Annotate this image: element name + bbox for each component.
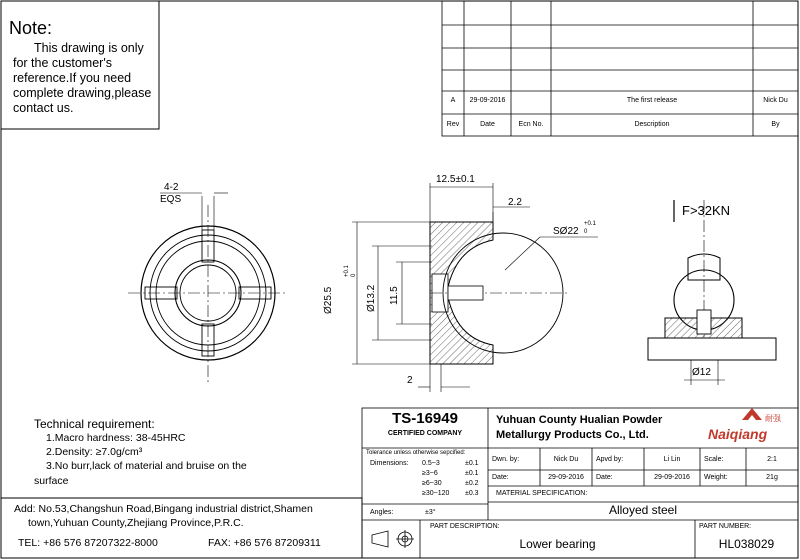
note-title: Note: — [9, 18, 53, 38]
assembly-view — [648, 200, 776, 385]
tech-item-1: 1.Macro hardness: 38-45HRC — [46, 432, 186, 444]
material-label: MATERIAL SPECIFICATION: — [496, 490, 588, 497]
dim-od-tol-lower: 0 — [351, 273, 357, 277]
tol-range-1: 0.5~3 — [422, 460, 440, 467]
apvd-label: Apvd by: — [596, 456, 624, 463]
tol-value-2: ±0.1 — [465, 470, 479, 477]
dim-sphere-tol-lower: 0 — [584, 229, 588, 235]
dim-bore-diameter: Ø13.2 — [366, 284, 377, 312]
scale-label: Scale: — [704, 456, 724, 463]
projection-symbol — [372, 530, 414, 548]
dim-slots-eqs: EQS — [160, 194, 182, 205]
logo-mark — [742, 408, 762, 420]
logo-text: Naiqiang — [708, 426, 768, 442]
tol-value-3: ±0.2 — [465, 480, 479, 487]
section-view — [430, 222, 570, 364]
dim-od-tol-upper: +0.1 — [344, 265, 350, 277]
date1-label: Date: — [492, 474, 509, 481]
material-value: Alloyed steel — [608, 503, 678, 517]
tol-range-4: ≥30~120 — [422, 490, 450, 497]
force-label: F>32KN — [682, 203, 731, 218]
tolerance-title: Tolerance unless otherwise sepcified: — [366, 450, 466, 456]
date1-value: 29-09-2016 — [548, 474, 584, 481]
rev-row-description: The first release — [626, 97, 678, 104]
dim-bottom: 2 — [407, 375, 413, 386]
dim-inner-width: 11.5 — [389, 286, 400, 305]
rev-header-by: By — [771, 121, 780, 128]
address-line-1: Add: No.53,Changshun Road,Bingang industrial district,Shamen — [14, 503, 313, 515]
address-line-2: town,Yuhuan County,Zhejiang Province,P.R.C. — [28, 517, 244, 529]
tech-item-3: 3.No burr,lack of material and bruise on the — [46, 460, 247, 472]
dim-outer-diameter: Ø25.5 — [323, 286, 334, 314]
rev-row-date: 29-09-2016 — [469, 97, 506, 104]
tech-title: Technical requirement: — [34, 417, 155, 431]
tech-item-2: 2.Density: ≥7.0g/cm³ — [46, 446, 143, 458]
logo-cn: 耐强 — [765, 414, 781, 423]
part-desc-value: Lower bearing — [519, 537, 596, 551]
note-line-5: contact us. — [13, 101, 74, 115]
rev-header-description: Description — [634, 121, 670, 128]
scale-value: 2:1 — [767, 456, 777, 463]
company-line-2: Metallurgy Products Co., Ltd. — [496, 429, 649, 441]
front-view — [128, 193, 288, 385]
note-line-4: complete drawing,please — [13, 86, 152, 100]
date2-label: Date: — [596, 474, 613, 481]
rev-header-ecn: Ecn No. — [518, 121, 544, 128]
dwn-value: Nick Du — [553, 456, 579, 463]
weight-label: Weight: — [704, 474, 728, 481]
revision-table-grid — [442, 1, 798, 136]
angles-value: ±3° — [425, 509, 436, 516]
note-line-1: This drawing is only — [34, 41, 144, 55]
tol-value-1: ±0.1 — [465, 460, 479, 467]
dim-sphere-tol-upper: +0.1 — [584, 221, 596, 227]
cert-sub: CERTIFIED COMPANY — [387, 430, 463, 437]
tol-range-3: ≥6~30 — [422, 480, 442, 487]
dwn-label: Dwn. by: — [492, 456, 520, 463]
rev-header-rev: Rev — [446, 121, 460, 128]
tol-value-4: ±0.3 — [465, 490, 479, 497]
apvd-value: Li Lin — [663, 456, 681, 463]
dimensions-label: Dimensions: — [370, 460, 409, 467]
dim-chamfer: 2.2 — [508, 197, 522, 208]
date2-value: 29-09-2016 — [654, 474, 690, 481]
part-number-label: PART NUMBER: — [699, 523, 752, 530]
dim-assembly-diameter: Ø12 — [692, 367, 711, 378]
angles-label: Angles: — [370, 509, 394, 516]
part-desc-label: PART DESCRIPTION: — [430, 523, 500, 530]
note-line-3: reference.If you need — [13, 71, 132, 85]
weight-value: 21g — [766, 474, 778, 481]
dim-slots: 4-2 — [164, 182, 179, 193]
rev-row-rev: A — [450, 97, 456, 104]
part-number-value: HL038029 — [718, 537, 775, 551]
rev-header-date: Date — [480, 121, 495, 128]
cert-title: TS-16949 — [392, 410, 458, 427]
dim-width: 12.5±0.1 — [436, 174, 475, 185]
tech-item-4: surface — [34, 475, 69, 487]
company-line-1: Yuhuan County Hualian Powder — [496, 414, 663, 426]
tol-range-2: ≥3~6 — [422, 470, 438, 477]
rev-row-by: Nick Du — [763, 97, 788, 104]
dim-sphere: SØ22 — [553, 226, 579, 237]
address-tel: TEL: +86 576 87207322-8000 — [18, 537, 158, 549]
note-line-2: for the customer's — [13, 56, 112, 70]
address-fax: FAX: +86 576 87209311 — [208, 537, 321, 549]
